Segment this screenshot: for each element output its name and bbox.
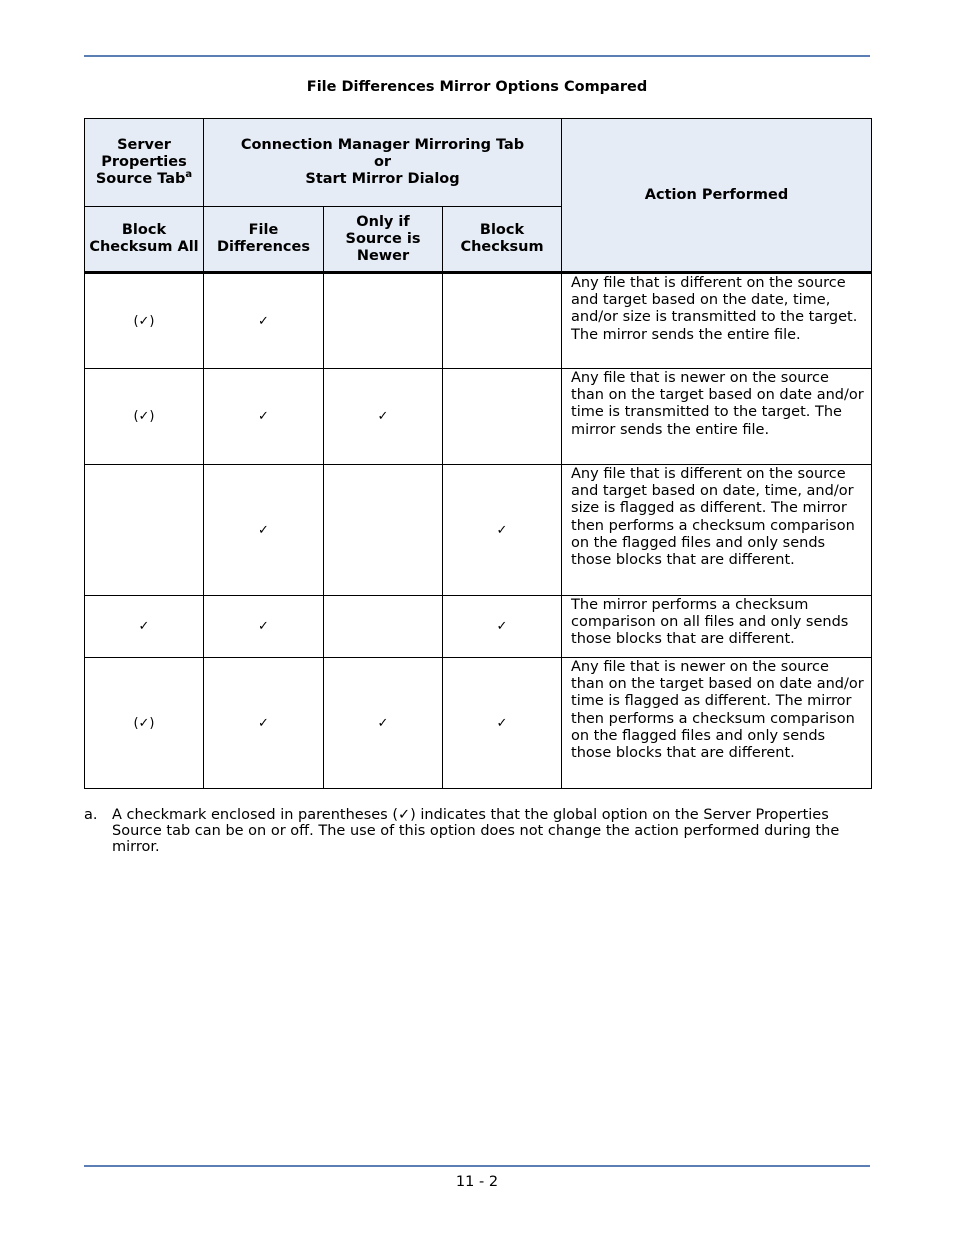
header-connection-manager: Connection Manager Mirroring Tab or Start Mirror Dialog	[204, 119, 562, 207]
cell-block-checksum: ✓	[443, 596, 562, 658]
cell-action: Any file that is different on the source and target based on the date, time, and/or size is transmitted to the target. The mirror sends the entire file.	[562, 273, 872, 369]
table-caption: File Differences Mirror Options Compared	[306, 79, 648, 95]
cell-block-checksum: ✓	[443, 658, 562, 789]
cell-action: The mirror performs a checksum comparison on all files and only sends those blocks that are different.	[562, 596, 872, 658]
cell-action: Any file that is different on the source and target based on date, time, and/or size is flagged as different. The mirror then performs a checksum comparison on the flagged files and only sends those blocks that are different.	[562, 465, 872, 596]
cell-only-if-newer: ✓	[324, 369, 443, 465]
cell-block-checksum: ✓	[443, 465, 562, 596]
cell-only-if-newer	[324, 273, 443, 369]
cell-only-if-newer	[324, 596, 443, 658]
mirror-options-table	[84, 118, 872, 789]
cell-file-differences: ✓	[204, 273, 324, 369]
cell-block-all: ✓	[85, 596, 204, 658]
cell-file-differences: ✓	[204, 369, 324, 465]
cell-action: Any file that is newer on the source than on the target based on date and/or time is flagged as different. The mirror then performs a checksum comparison on the flagged files and only sends those blocks that are different.	[562, 658, 872, 789]
cell-action: Any file that is newer on the source than on the target based on date and/or time is transmitted to the target. The mirror sends the entire file.	[562, 369, 872, 465]
cell-block-all: (✓)	[85, 273, 204, 369]
cell-file-differences: ✓	[204, 596, 324, 658]
footnote-marker: a	[185, 169, 193, 181]
table-footnote	[84, 807, 874, 855]
table-row	[85, 658, 872, 789]
header-block-checksum: Block Checksum	[443, 207, 562, 273]
cell-block-all: (✓)	[85, 658, 204, 789]
header-block-checksum-all: Block Checksum All	[85, 207, 204, 273]
header-rule	[84, 55, 870, 57]
cell-block-all	[85, 465, 204, 596]
cell-file-differences: ✓	[204, 658, 324, 789]
cell-block-all: (✓)	[85, 369, 204, 465]
cell-block-checksum	[443, 273, 562, 369]
table-row	[85, 273, 872, 369]
cell-only-if-newer	[324, 465, 443, 596]
header-only-if-newer: Only if Source is Newer	[324, 207, 443, 273]
footer-rule	[84, 1165, 870, 1167]
cell-only-if-newer: ✓	[324, 658, 443, 789]
header-action-performed: Action Performed	[562, 119, 872, 273]
footnote-text: A checkmark enclosed in parentheses (✓) indicates that the global option on the Server Properties Source tab can be on or off. The use of this option does not change the action performed during the mirror.	[112, 807, 840, 855]
footnote-label: a.	[84, 807, 98, 823]
header-server-properties: Server Properties Source Tab$^a$	[85, 119, 204, 207]
table-row	[85, 369, 872, 465]
page-number: 11 - 2	[455, 1174, 499, 1190]
cell-block-checksum	[443, 369, 562, 465]
header-file-differences: File Differences	[204, 207, 324, 273]
cell-file-differences: ✓	[204, 465, 324, 596]
table-row	[85, 465, 872, 596]
table-row	[85, 596, 872, 658]
